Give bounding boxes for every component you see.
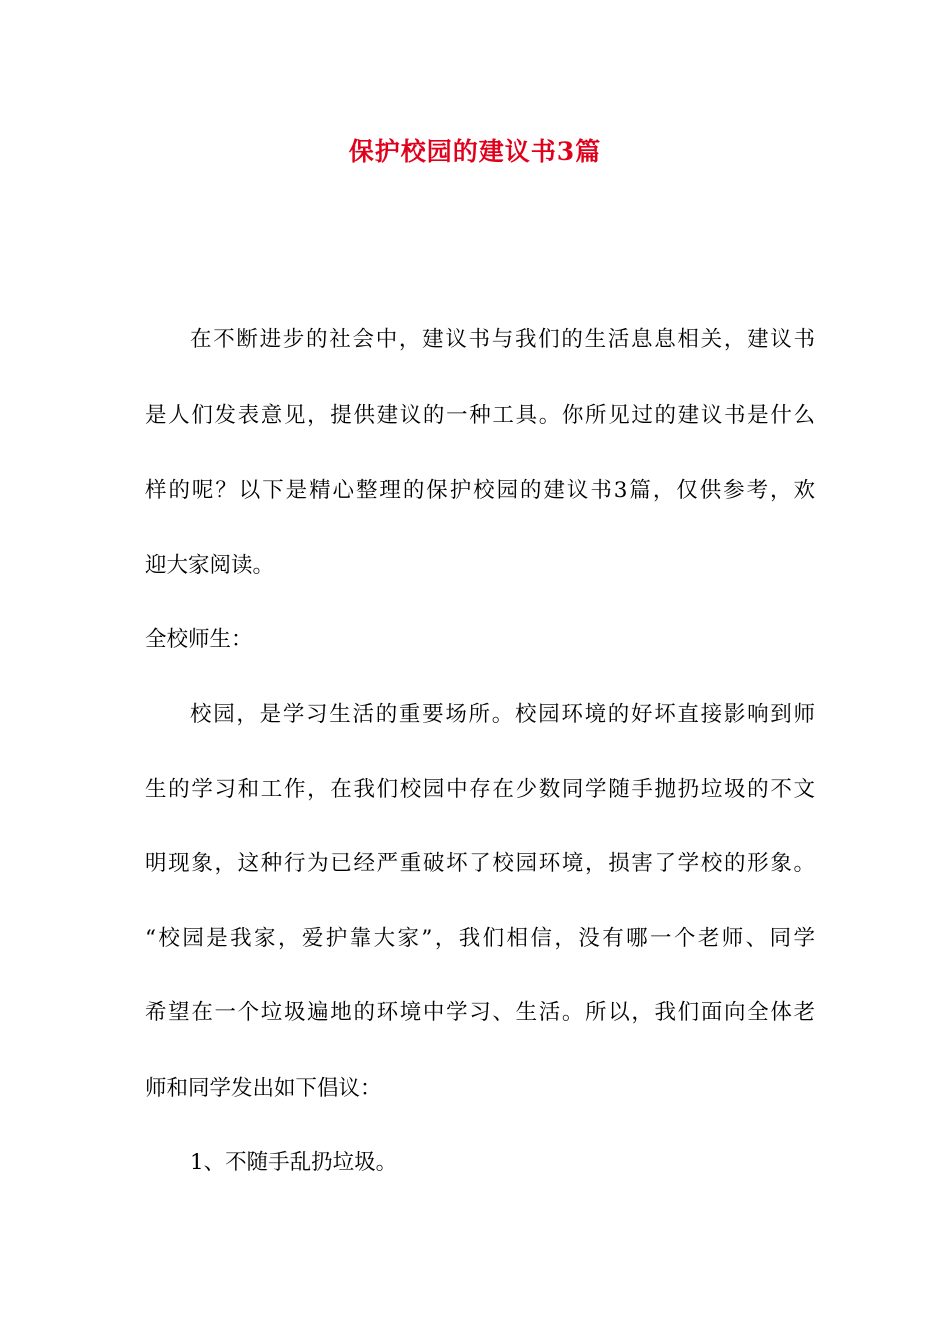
body-line-4: “校园是我家，爱护靠大家”，我们相信，没有哪一个老师、同学 (145, 926, 815, 951)
body-line-2: 生的学习和工作，在我们校园中存在少数同学随手抛扔垃圾的不文 (145, 777, 815, 802)
document-title: 保护校园的建议书3篇 (348, 137, 602, 166)
intro-line-3: 样的呢？以下是精心整理的保护校园的建议书3篇，仅供参考，欢 (145, 478, 815, 503)
body-line-5: 希望在一个垃圾遍地的环境中学习、生活。所以，我们面向全体老 (145, 1000, 815, 1025)
intro-line-4: 迎大家阅读。 (145, 553, 275, 578)
body-line-3: 明现象，这种行为已经严重破坏了校园环境，损害了学校的形象。 (145, 851, 815, 876)
body-line-1: 校园，是学习生活的重要场所。校园环境的好坏直接影响到师 (190, 702, 815, 727)
intro-line-2: 是人们发表意见，提供建议的一种工具。你所见过的建议书是什么 (145, 403, 815, 428)
salutation: 全校师生： (145, 627, 253, 652)
list-item-1: 1、不随手乱扔垃圾。 (190, 1150, 398, 1175)
intro-line-1: 在不断进步的社会中，建议书与我们的生活息息相关，建议书 (190, 327, 815, 352)
body-line-6: 师和同学发出如下倡议： (145, 1076, 382, 1101)
